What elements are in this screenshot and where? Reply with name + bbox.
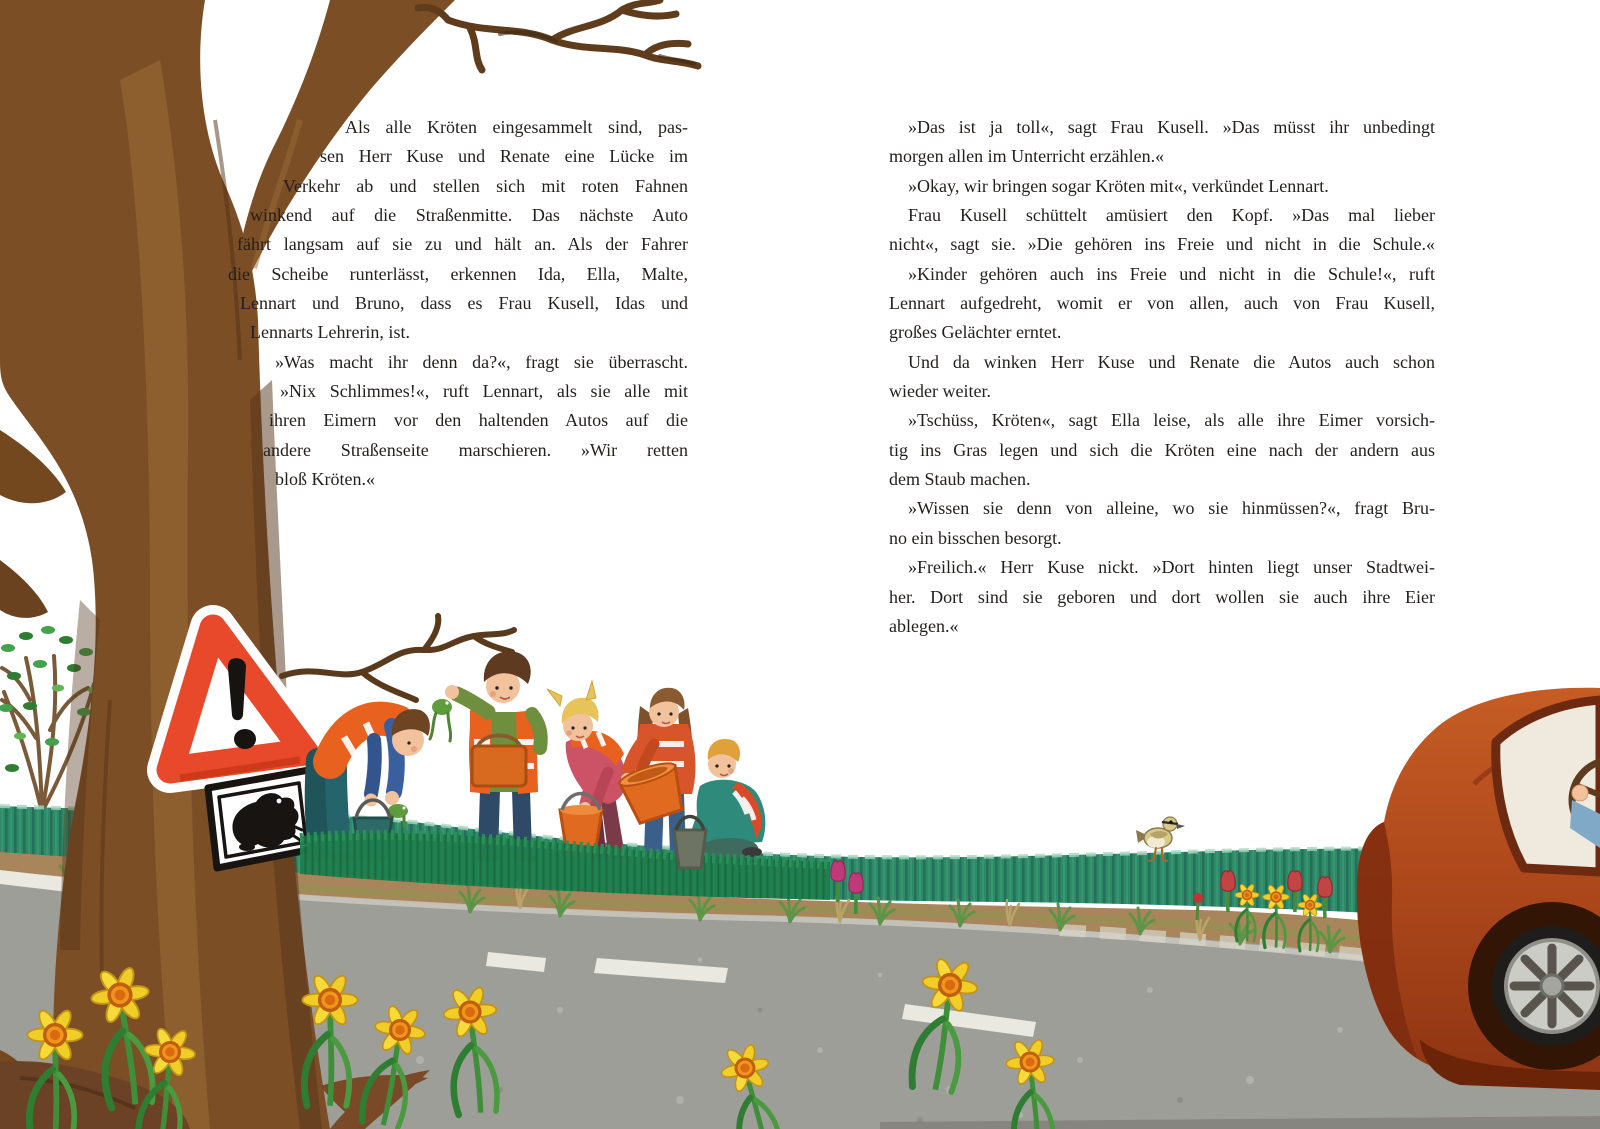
text-line: Lennart und Bruno, dass es Frau Kusell, Idas und <box>240 293 688 314</box>
small-bucket <box>674 817 706 869</box>
text-line: Lennarts Lehrerin, ist. <box>250 322 410 343</box>
text-line: fährt langsam auf sie zu und hält an. Als der Fahrer <box>237 234 688 255</box>
text-line: dem Staub machen. <box>889 469 1031 490</box>
text-line: Als alle Kröten eingesammelt sind, pas- <box>345 117 688 137</box>
text-line: »Das ist ja toll«, sagt Frau Kusell. »Das müsst ihr unbedingt <box>908 117 1435 137</box>
left-page-text <box>228 113 688 494</box>
text-line: no ein bisschen besorgt. <box>889 527 1062 548</box>
text-line: »Okay, wir bringen sogar Kröten mit«, verkündet Lennart. <box>908 175 1329 196</box>
text-line: ihren Eimern vor den haltenden Autos auf die <box>269 410 688 431</box>
text-line: ablegen.« <box>889 615 959 636</box>
text-line: »Nix Schlimmes!«, ruft Lennart, als sie alle mit <box>280 381 688 402</box>
text-line: tig ins Gras legen und sich die Kröten eine nach der andern aus <box>889 439 1435 460</box>
text-line: großes Gelächter erntet. <box>889 322 1062 343</box>
text-line: »Was macht ihr denn da?«, fragt sie überrascht. <box>275 351 688 372</box>
text-line: nicht«, sagt sie. »Die gehören ins Freie und nicht in die Schule.« <box>889 234 1435 255</box>
top-branch <box>418 0 698 70</box>
car-illustration <box>1357 688 1600 1090</box>
text-line: bloß Kröten.« <box>275 469 375 490</box>
text-line: Verkehr ab und stellen sich mit roten Fahnen <box>283 175 688 196</box>
child-blonde-girl <box>547 681 628 861</box>
text-line: »Tschüss, Kröten«, sagt Ella leise, als alle ihre Eimer vorsich- <box>908 410 1435 431</box>
right-page-text <box>889 113 1435 641</box>
twig <box>282 616 514 700</box>
text-line: wieder weiter. <box>889 381 991 402</box>
text-line: Und da winken Herr Kuse und Renate die Autos auch schon <box>908 351 1435 372</box>
warning-triangle-sign <box>170 628 305 778</box>
text-line: die Scheibe runterlässt, erkennen Ida, Ella, Malte, <box>228 263 688 284</box>
text-line: winkend auf die Straßenmitte. Das nächste Auto <box>250 205 688 226</box>
text-line: Lennart aufgedreht, womit er von allen, auch von Frau Kusell, <box>889 293 1435 314</box>
text-line: »Wissen sie denn von alleine, wo sie hinmüssen?«, fragt Bru- <box>908 498 1435 519</box>
text-line: morgen allen im Unterricht erzählen.« <box>889 146 1165 167</box>
text-line: »Freilich.« Herr Kuse nickt. »Dort hinten liegt unser Stadtwei- <box>908 557 1435 578</box>
text-line: »Kinder gehören auch ins Freie und nicht in die Schule!«, ruft <box>908 263 1435 284</box>
text-line: sen Herr Kuse und Renate eine Lücke im <box>320 146 688 167</box>
text-line: her. Dort sind sie geboren und dort wollen sie auch ihre Eier <box>889 586 1435 607</box>
text-line: andere Straßenseite marschieren. »Wir retten <box>263 439 688 460</box>
text-line: Frau Kusell schüttelt amüsiert den Kopf. »Das mal lieber <box>908 205 1435 226</box>
